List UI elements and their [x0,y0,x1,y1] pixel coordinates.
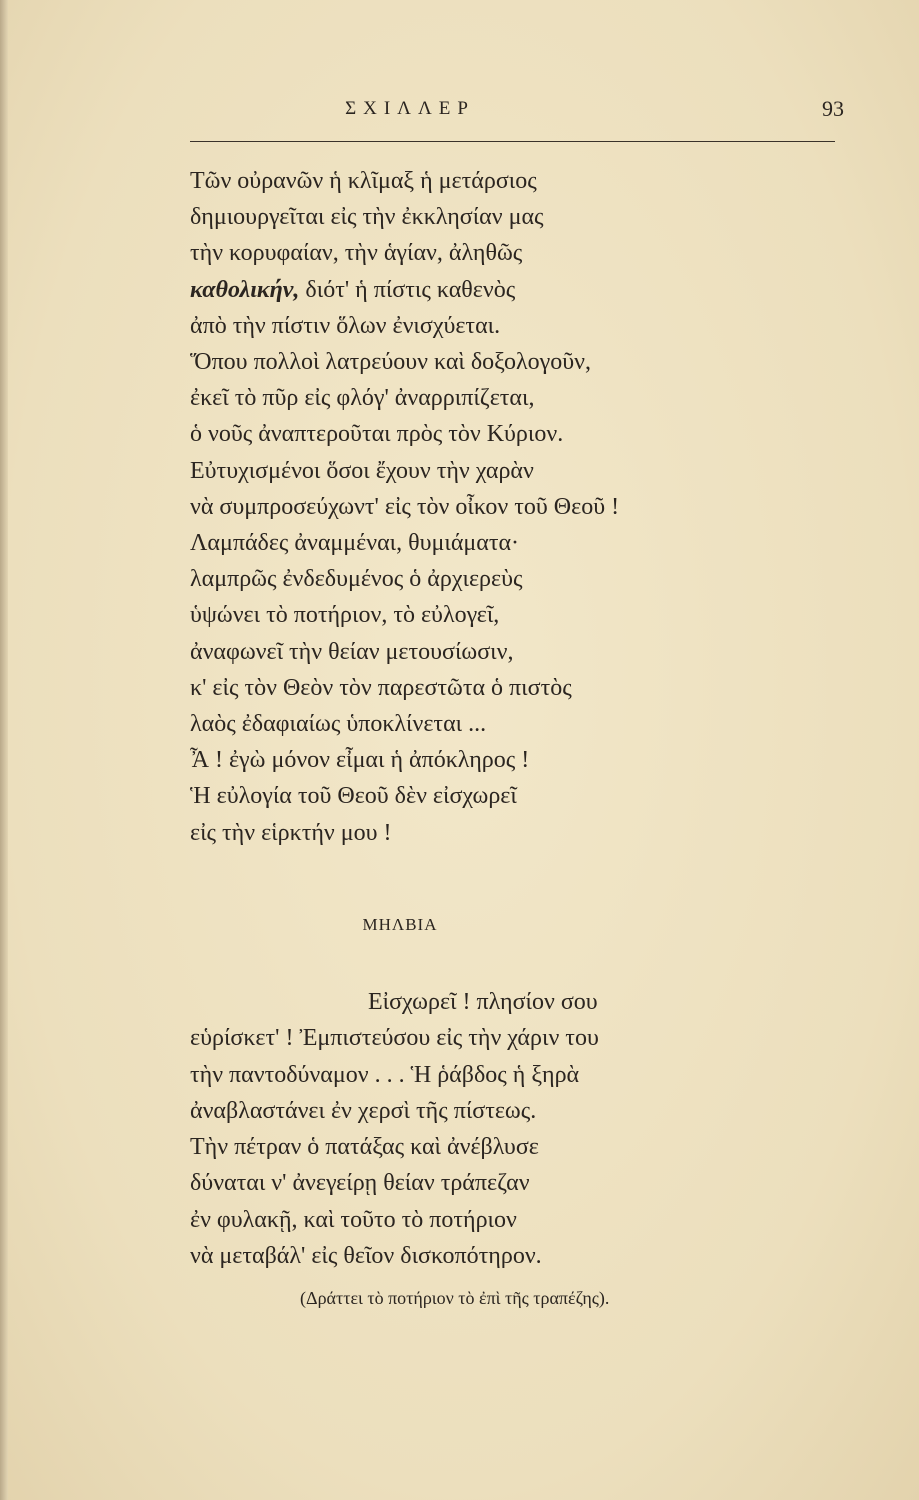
verse-line: κ' εἰς τὸν Θεὸν τὸν παρεστῶτα ὁ πιστὸς [190,674,572,701]
verse-line: Λαμπάδες ἀναμμέναι, θυμιάματα· [190,530,520,557]
verse-line: ὑψώνει τὸ ποτήριον, τὸ εὐλογεῖ, [190,602,500,629]
reply-line: ἐν φυλακῇ, καὶ τοῦτο τὸ ποτήριον [190,1206,517,1233]
reply-line: εὑρίσκετ' ! Ἐμπιστεύσου εἰς τὴν χάριν του [190,1025,599,1052]
verse-line: ἀναφωνεῖ τὴν θείαν μετουσίωσιν, [190,638,514,665]
reply-line: νὰ μεταβάλ' εἰς θεῖον δισκοπότηρον. [190,1243,542,1270]
page-number: 93 [822,96,844,121]
verse-line: Ἆ ! ἐγὼ μόνον εἶμαι ἡ ἀπόκληρος ! [190,747,530,774]
verse-line: ἐκεῖ τὸ πῦρ εἰς φλόγ' ἀναρριπίζεται, [190,385,535,412]
reply-line: ἀναβλαστάνει ἐν χερσὶ τῆς πίστεως. [190,1097,537,1124]
verse-line: νὰ συμπροσεύχωντ' εἰς τὸν οἶκον τοῦ Θεοῦ ! [190,493,620,520]
speaker-name: ΜΗΛΒΙΑ [362,915,438,934]
reply-line: Εἰσχωρεῖ ! πλησίον σου [368,989,598,1015]
running-head [0,98,919,128]
verse-line-rest: διότ' ἡ πίστις καθενὸς [299,276,516,303]
verse-line: λαὸς ἐδαφιαίως ὑποκλίνεται ... [190,711,487,738]
stage-direction: (Δράττει τὸ ποτήριον τὸ ἐπὶ τῆς τραπέζης). [300,1288,610,1308]
verse-block [190,163,790,851]
verse-line: εἰς τὴν εἱρκτήν μου ! [190,819,392,846]
verse-line: Ὅπου πολλοὶ λατρεύουν καὶ δοξολογοῦν, [190,349,591,376]
verse-line: δημιουργεῖται εἰς τὴν ἐκκλησίαν μας [190,204,544,231]
verse-line: λαμπρῶς ἐνδεδυμένος ὁ ἀρχιερεὺς [190,566,523,593]
reply-line: τὴν παντοδύναμον . . . Ἡ ῥάβδος ἡ ξηρὰ [190,1061,580,1088]
reply-line: δύναται ν' ἀνεγείρῃ θείαν τράπεζαν [190,1170,530,1197]
verse-line: ὁ νοῦς ἀναπτεροῦται πρὸς τὸν Κύριον. [190,421,564,448]
reply-line: Τὴν πέτραν ὁ πατάξας καὶ ἀνέβλυσε [190,1134,539,1161]
verse-line: ἀπὸ τὴν πίστιν ὅλων ἐνισχύεται. [190,312,501,339]
verse-line: τὴν κορυφαίαν, τὴν ἁγίαν, ἀληθῶς [190,240,523,267]
verse-line: Ἡ εὐλογία τοῦ Θεοῦ δὲν εἰσχωρεῖ [190,783,517,810]
header-rule [190,141,835,142]
running-title: ΣΧΙΛΛΕΡ [345,98,475,119]
emphasized-word: καθολικήν, [190,276,300,303]
verse-line: Τῶν οὐρανῶν ἡ κλῖμαξ ἡ μετάρσιος [190,168,537,194]
verse-line [190,272,790,308]
verse-line: Εὐτυχισμένοι ὅσοι ἔχουν τὴν χαρὰν [190,457,534,484]
page-binding-edge [0,0,8,1500]
reply-block [190,984,810,1274]
